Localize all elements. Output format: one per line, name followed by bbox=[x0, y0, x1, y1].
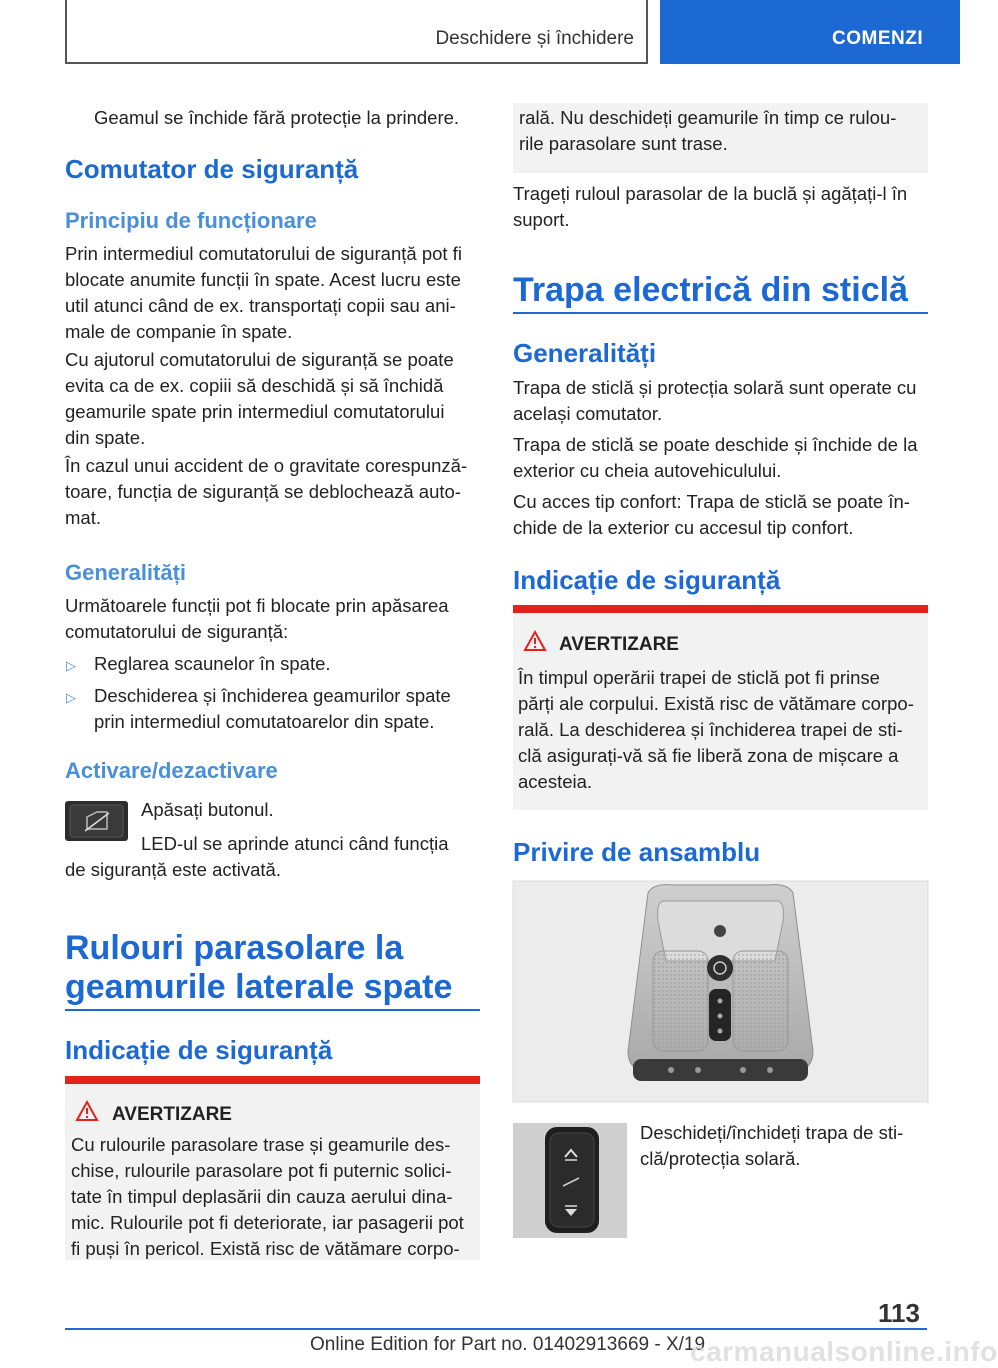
switch-caption: Deschideți/închideți trapa de sti- clă/protecția solară. bbox=[640, 1122, 904, 1169]
watermark: carmanualsonline.info bbox=[690, 1336, 998, 1367]
roof-switch-thumbnail bbox=[513, 1123, 627, 1238]
heading-activare: Activare/dezactivare bbox=[65, 758, 278, 783]
heading-comutator: Comutator de siguranță bbox=[65, 154, 359, 184]
heading-indicatie-left: Indicație de siguranță bbox=[65, 1035, 333, 1065]
heading-generalitati-left: Generalități bbox=[65, 560, 187, 585]
header-chapter-title: COMENZI bbox=[832, 28, 924, 49]
heading-rule bbox=[65, 1009, 480, 1011]
warning-text-continued: rală. Nu deschideți geamurile în timp ce rulou- rile parasolare sunt trase. bbox=[519, 107, 897, 154]
warning-bar bbox=[65, 1076, 480, 1084]
paragraph-trageti: Trageți ruloul parasolar de la buclă și agățați-l în suport. bbox=[513, 183, 908, 230]
footer-rule bbox=[65, 1328, 927, 1330]
warning-text-right: În timpul operării trapei de sticlă pot fi prinse părți ale corpului. Există risc de vătămare corpo- rală. La deschiderea și închiderea trapei de sti- clă asigurați-vă să fie liberă zona de mișcare a acesteia. bbox=[518, 667, 914, 792]
paragraph-principiu-1: Prin intermediul comutatorului de siguranță pot fi blocate anumite funcții în spate. Acest lucru este util atunci când de ex. transportați copii sau ani- male de companie în spate. bbox=[65, 243, 462, 342]
warning-box-continued bbox=[513, 103, 928, 173]
warning-box-left bbox=[65, 1084, 480, 1260]
warning-triangle-icon bbox=[523, 630, 547, 652]
page-number: 113 bbox=[878, 1298, 920, 1328]
warning-title: AVERTIZARE bbox=[559, 634, 679, 655]
paragraph-principiu-3: În cazul unui accident de o gravitate corespunză- toare, funcția de siguranță se deblochează auto- mat. bbox=[65, 455, 468, 528]
roof-switch-illustration bbox=[513, 1123, 627, 1238]
overhead-console-photo bbox=[513, 881, 928, 1102]
warning-box-right bbox=[513, 613, 928, 810]
paragraph-generalitati-1: Trapa de sticlă și protecția solară sunt operate cu același comutator. bbox=[513, 377, 917, 424]
paragraph-generalitati-2: Trapa de sticlă se poate deschide și închide de la exterior cu cheia autovehiculului. bbox=[513, 434, 918, 481]
bullet-item-2: Deschiderea și închiderea geamurilor spate prin intermediul comutatoarelor din spate. bbox=[94, 685, 451, 732]
bullet-triangle-icon: ▷ bbox=[66, 658, 76, 673]
header-chapter-tab bbox=[660, 0, 960, 64]
heading-rulouri: Rulouri parasolare la geamurile laterale spate bbox=[65, 929, 453, 1006]
paragraph-generalitati-3: Cu acces tip confort: Trapa de sticlă se poate în- chide de la exterior cu accesul tip confort. bbox=[513, 491, 910, 538]
safety-switch-button-image bbox=[65, 801, 128, 841]
bullet-item-1: Reglarea scaunelor în spate. bbox=[94, 653, 331, 674]
paragraph-generalitati-left: Următoarele funcții pot fi blocate prin apăsarea comutatorului de siguranță: bbox=[65, 595, 449, 642]
led-description-line2: de siguranță este activată. bbox=[65, 859, 281, 880]
edition-text: Online Edition for Part no. 01402913669 - X/19 bbox=[310, 1334, 706, 1355]
warning-bar bbox=[513, 605, 928, 613]
heading-principiu: Principiu de funcționare bbox=[65, 208, 317, 233]
bullet-triangle-icon: ▷ bbox=[66, 690, 76, 705]
header-section-title: Deschidere și închidere bbox=[435, 28, 634, 49]
heading-trapa: Trapa electrică din sticlă bbox=[513, 271, 908, 309]
window-lock-icon bbox=[65, 801, 128, 841]
paragraph-principiu-2: Cu ajutorul comutatorului de siguranță se poate evita ca de ex. copiii să deschidă și să închidă geamurile spate prin intermediul comutatorului din spate. bbox=[65, 349, 454, 448]
warning-triangle-icon bbox=[75, 1100, 99, 1122]
warning-text-left: Cu rulourile parasolare trase și geamurile des- chise, rulourile parasolare pot fi puternic solici- tate în timpul deplasării din cauza aerului dina- mic. Rulourile pot fi deteriorate, iar pasagerii pot fi puși în pericol. Există risc de vătămare corpo- bbox=[71, 1134, 464, 1259]
heading-generalitati-right: Generalități bbox=[513, 338, 657, 368]
warning-title: AVERTIZARE bbox=[112, 1104, 232, 1125]
activation-instruction: Apăsați butonul. bbox=[141, 799, 274, 820]
header-section-tab bbox=[65, 0, 648, 64]
led-description-line1: LED-ul se aprinde atunci când funcția bbox=[141, 833, 449, 854]
heading-indicatie-right: Indicație de siguranță bbox=[513, 565, 781, 595]
overhead-console-illustration bbox=[513, 881, 928, 1102]
heading-rule bbox=[513, 312, 928, 314]
intro-line: Geamul se închide fără protecție la prindere. bbox=[94, 107, 460, 128]
heading-privire: Privire de ansamblu bbox=[513, 837, 761, 867]
